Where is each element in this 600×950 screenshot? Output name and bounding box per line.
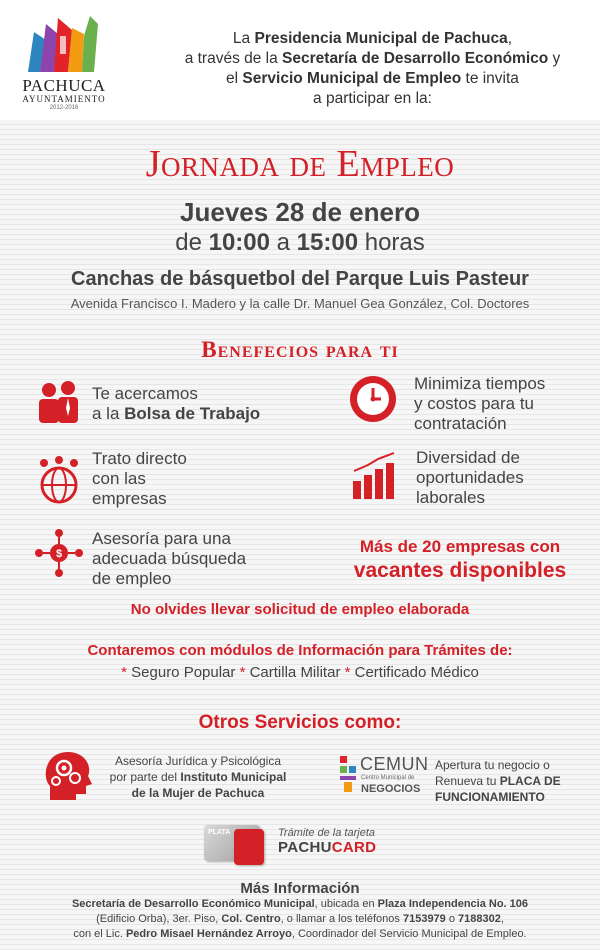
service-cemun	[435, 757, 561, 805]
benefit-tiempos-line1: Minimiza tiempos	[414, 374, 546, 393]
intro-l3-org: Servicio Municipal de Empleo	[242, 70, 462, 87]
growth-icon	[350, 451, 400, 501]
intro-l2-org: Secretaría de Desarrollo Económico	[282, 50, 549, 67]
module-certificado-medico: Certificado Médico	[354, 664, 479, 681]
info-contact-name: Pedro Misael Hernández Arroyo	[125, 928, 292, 940]
star-1: *	[121, 664, 127, 681]
benefit-tiempos	[414, 374, 545, 434]
time-end: 15:00	[296, 229, 359, 256]
info-l3-c: , Coordinador del Servicio Municipal de Empleo.	[291, 928, 527, 940]
info-phone-1: 7153979	[402, 913, 446, 925]
info-secretaria: Secretaría de Desarrollo Económico Municipal	[71, 898, 315, 910]
cemun-mark-icon	[338, 754, 358, 794]
event-venue: Canchas de básquetbol del Parque Luis Pasteur	[71, 268, 529, 290]
benefit-bolsa	[92, 384, 260, 424]
benefits-title: Benefecios para ti	[201, 337, 399, 362]
service-cemun-strong: PLACA DE	[499, 774, 561, 788]
info-l2-e: o	[445, 913, 459, 925]
info-line3	[20, 927, 580, 942]
benefit-trato-line3: empresas	[92, 489, 167, 508]
companies-highlight	[325, 536, 595, 584]
time-suffix: horas	[358, 229, 425, 256]
info-l2-c: , o llamar a los teléfonos	[280, 913, 403, 925]
time-start: 10:00	[208, 229, 270, 256]
info-l1-mid: , ubicada en	[314, 898, 378, 910]
benefit-diversidad-line3: laborales	[416, 488, 485, 507]
module-seguro-popular: Seguro Popular	[131, 664, 236, 681]
people-icon	[34, 378, 84, 428]
network-icon	[34, 455, 84, 505]
info-title: Más Información	[240, 880, 360, 897]
info-line1	[20, 897, 580, 912]
intro-l3-end: te invita	[461, 70, 519, 87]
other-services-title: Otros Servicios como:	[198, 712, 402, 733]
pachucard-line1: Trámite de la tarjeta	[278, 827, 376, 839]
pachucard-line2	[278, 839, 376, 856]
benefit-trato-line1: Trato directo	[92, 449, 187, 468]
benefit-tiempos-line3: contratación	[414, 414, 507, 433]
card-plata-label: PLATA	[208, 829, 231, 836]
service-cemun-line3: FUNCIONAMIENTO	[435, 790, 545, 804]
intro-line-2	[150, 49, 595, 69]
intro-l1-org: Presidencia Municipal de Pachuca	[254, 30, 508, 47]
highlight-line2: vacantes disponibles	[353, 559, 567, 582]
cemun-negocios: NEGOCIOS	[361, 783, 421, 795]
info-colonia: Col. Centro	[221, 913, 281, 925]
pachucard-image	[204, 825, 266, 865]
benefit-bolsa-line1: Te acercamos	[92, 384, 198, 403]
time-prefix: de	[175, 229, 209, 256]
info-line2	[20, 912, 580, 927]
star-3: *	[344, 664, 351, 681]
time-sep: a	[269, 229, 297, 256]
svg-text:$: $	[55, 548, 63, 560]
benefit-asesoria-line1: Asesoría para una	[92, 529, 231, 548]
info-body	[20, 897, 580, 942]
service-mujer-strong: Instituto Municipal	[180, 770, 287, 784]
benefit-bolsa-strong: Bolsa de Trabajo	[124, 404, 261, 423]
intro-line-4: a participar en la:	[313, 90, 432, 107]
event-address: Avenida Francisco I. Madero y la calle Dr. Manuel Gea González, Col. Doctores	[70, 296, 530, 311]
service-mujer-prefix: por parte del	[109, 770, 181, 784]
event-title: Jornada de Empleo	[145, 143, 455, 185]
intro-l2-text: a través de la	[184, 50, 283, 67]
cemun-sub: Centro Municipal de	[361, 775, 415, 781]
reminder-note: No olvides llevar solicitud de empleo elaborada	[130, 601, 470, 618]
info-address: Plaza Independencia No. 106	[377, 898, 529, 910]
logo-name: PACHUCA	[22, 76, 106, 95]
service-cemun-line2	[435, 773, 561, 789]
logo-subtitle: AYUNTAMIENTO	[22, 94, 106, 104]
cemun-logo	[338, 754, 429, 800]
highlight-line1: Más de 20 empresas con	[359, 537, 561, 556]
benefit-asesoria-line2: adecuada búsqueda	[92, 549, 247, 568]
intro-line-3	[150, 69, 595, 89]
benefit-trato-line2: con las	[92, 469, 146, 488]
intro-text	[150, 29, 595, 109]
benefit-tiempos-line2: y costos para tu	[414, 394, 535, 413]
intro-l2-end: y	[548, 50, 561, 67]
service-instituto-mujer	[103, 753, 293, 801]
benefit-diversidad-line2: oportunidades	[416, 468, 524, 487]
star-2: *	[239, 664, 246, 681]
clock-icon	[348, 374, 398, 424]
service-mujer-line3: de la Mujer de Pachuca	[131, 786, 265, 800]
pachucard-text	[278, 827, 376, 856]
pachucard-pachu: PACHU	[278, 839, 332, 856]
event-day: Jueves 28 de enero	[180, 197, 420, 227]
logo-mark-icon	[24, 14, 104, 74]
service-cemun-prefix: Renueva tu	[435, 774, 500, 788]
intro-l1-end: ,	[507, 30, 513, 47]
pachucard-card: CARD	[331, 839, 377, 856]
logo-years: 2012-2016	[49, 105, 79, 111]
benefit-diversidad-line1: Diversidad de	[416, 448, 520, 467]
pachuca-logo	[14, 14, 114, 109]
module-cartilla-militar: Cartilla Militar	[249, 664, 341, 681]
info-l2-a: (Edificio Orba), 3er. Piso,	[96, 913, 222, 925]
info-phone-2: 7188302	[458, 913, 501, 925]
info-l2-g: ,	[500, 913, 504, 925]
benefit-asesoria	[92, 529, 246, 589]
service-mujer-line1: Asesoría Jurídica y Psicológica	[114, 754, 282, 768]
info-l3-a: con el Lic.	[73, 928, 126, 940]
benefit-bolsa-prefix: a la	[92, 404, 125, 423]
card-red	[234, 829, 264, 865]
benefit-asesoria-line3: de empleo	[92, 569, 172, 588]
service-mujer-line2	[103, 769, 293, 785]
intro-l3-text: el	[226, 70, 243, 87]
intro-line-1	[150, 29, 595, 49]
benefit-diversidad	[416, 448, 524, 508]
event-time	[0, 229, 600, 257]
cemun-name: CEMUN	[360, 754, 429, 774]
intro-l1-text: La	[232, 30, 255, 47]
modules-title: Contaremos con módulos de Información para Trámites de:	[87, 642, 513, 659]
benefit-bolsa-line2	[92, 404, 260, 424]
head-gears-icon	[42, 746, 94, 802]
benefit-trato	[92, 449, 187, 509]
modules-list	[0, 664, 600, 681]
advisor-icon	[34, 528, 84, 578]
service-cemun-line1: Apertura tu negocio o	[435, 758, 550, 772]
